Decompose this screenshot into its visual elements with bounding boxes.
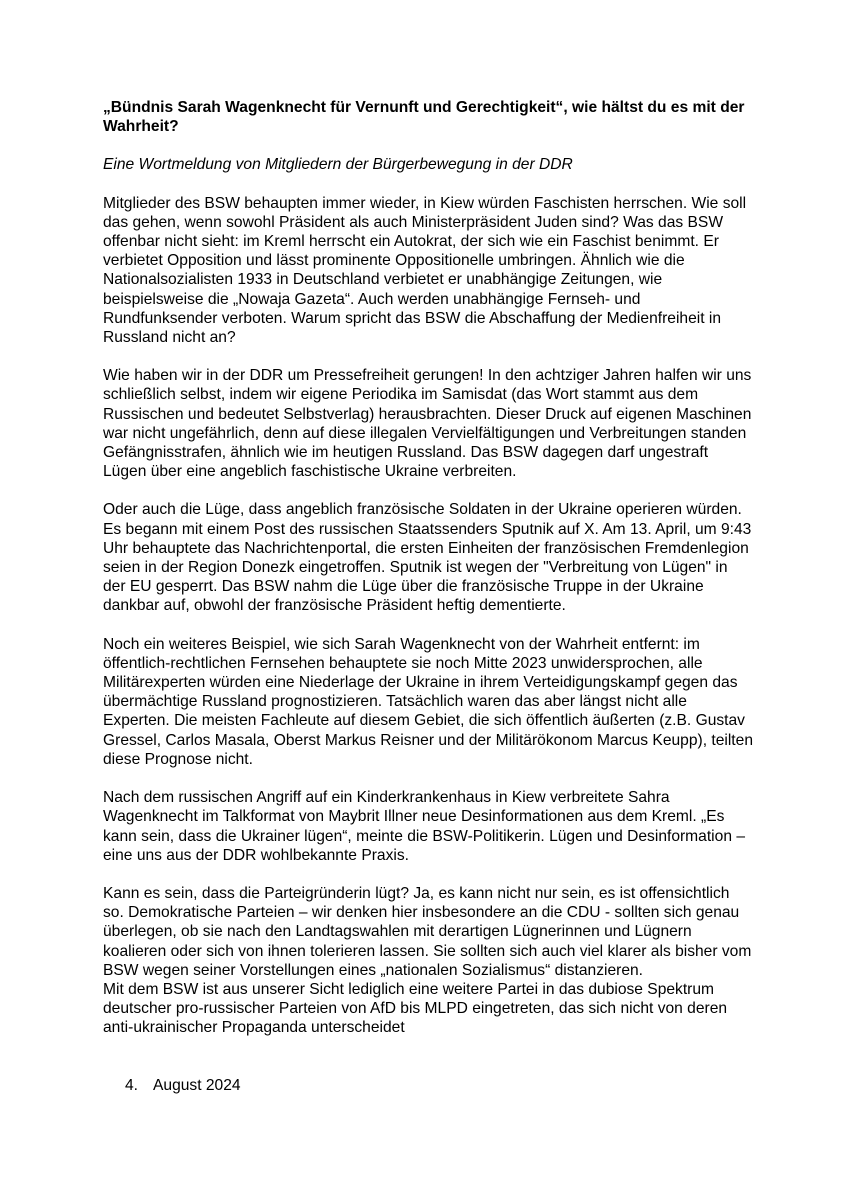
date-text: August 2024 — [153, 1076, 241, 1094]
document-body — [103, 98, 753, 1095]
document-subtitle: Eine Wortmeldung von Mitgliedern der Bürgerbewegung in der DDR — [103, 156, 573, 174]
date-list-number: 4. — [125, 1076, 139, 1094]
paragraph-1: Mitglieder des BSW behaupten immer wieder, in Kiew würden Faschisten herrschen. Wie soll das gehen, wenn sowohl Präsident als auch Ministerpräsident Juden sind? Was das BSW offenbar nicht sieht: im Kreml herrscht ein Autokrat, der sich wie ein Faschist benimmt. Er verbietet Opposition und lässt prominente Oppositionelle umbringen. Ähnlich wie die Nationalsozialisten 1933 in Deutschland verbietet er unabhängige Zeitungen, wie beispielsweise die „Nowaja Gazeta“. Auch werden unabhängige Fernseh- und Rundfunksender verboten. Warum spricht das BSW die Abschaffung der Medienfreiheit in Russland nicht an? — [103, 194, 747, 347]
paragraph-6: Kann es sein, dass die Parteigründerin lügt? Ja, es kann nicht nur sein, es ist offensichtlich so. Demokratische Parteien – wir denken hier insbesondere an die CDU - sollten sich genau überlegen, ob sie nach den Landtagswahlen mit derartigen Lügnerinnen und Lügnern koalieren oder sich von ihnen tolerieren lassen. Sie sollten sich auch viel klarer als bisher vom BSW wegen seiner Vorstellungen eines „nationalen Sozialismus“ distanzieren. — [103, 884, 752, 979]
document-title: „Bündnis Sarah Wagenknecht für Vernunft und Gerechtigkeit“, wie hältst du es mit der Wahrheit? — [103, 99, 745, 136]
paragraph-4: Noch ein weiteres Beispiel, wie sich Sarah Wagenknecht von der Wahrheit entfernt: im öffentlich-rechtlichen Fernsehen behauptete sie noch Mitte 2023 unwidersprochen, alle Militärexperten würden eine Niederlage der Ukraine in ihrem Verteidigungskampf gegen das übermächtige Russland prognostizieren. Tatsächlich waren das aber längst nicht alle Experten. Die meisten Fachleute auf diesem Gebiet, die sich öffentlich äußerten (z.B. Gustav Gressel, Carlos Masala, Oberst Markus Reisner und der Militärökonom Marcus Keupp), teilten diese Prognose nicht. — [103, 635, 753, 768]
document-date — [103, 1076, 753, 1095]
paragraph-7: Mit dem BSW ist aus unserer Sicht lediglich eine weitere Partei in das dubiose Spektrum deutscher pro-russischer Parteien von AfD bis MLPD eingetreten, das sich nicht von deren anti-ukrainischer Propaganda unterscheidet — [103, 980, 728, 1037]
paragraph-3: Oder auch die Lüge, dass angeblich französische Soldaten in der Ukraine operieren würden. Es begann mit einem Post des russischen Staatssenders Sputnik auf X. Am 13. April, um 9:43 Uhr behauptete das Nachrichtenportal, die ersten Einheiten der französischen Fremdenlegion seien in der Region Donezk eingetroffen. Sputnik ist wegen der "Verbreitung von Lügen" in der EU gesperrt. Das BSW nahm die Lüge über die französische Truppe in der Ukraine dankbar auf, obwohl der französische Präsident heftig dementierte. — [103, 501, 752, 615]
paragraph-2: Wie haben wir in der DDR um Pressefreiheit gerungen! In den achtziger Jahren halfen wir uns schließlich selbst, indem wir eigene Periodika im Samisdat (das Wort stammt aus dem Russischen und bedeutet Selbstverlag) herausbrachten. Dieser Druck auf eigenen Maschinen war nicht ungefährlich, denn auf diese illegalen Vervielfältigungen und Verbreitungen standen Gefängnisstrafen, ähnlich wie im heutigen Russland. Das BSW dagegen darf ungestraft Lügen über eine angeblich faschistische Ukraine verbreiten. — [103, 367, 752, 481]
paragraph-5: Nach dem russischen Angriff auf ein Kinderkrankenhaus in Kiew verbreitete Sahra Wagenknecht im Talkformat von Maybrit Illner neue Desinformationen aus dem Kreml. „Es kann sein, dass die Ukrainer lügen“, meinte die BSW-Politikerin. Lügen und Desinformation – eine uns aus der DDR wohlbekannte Praxis. — [103, 789, 745, 864]
